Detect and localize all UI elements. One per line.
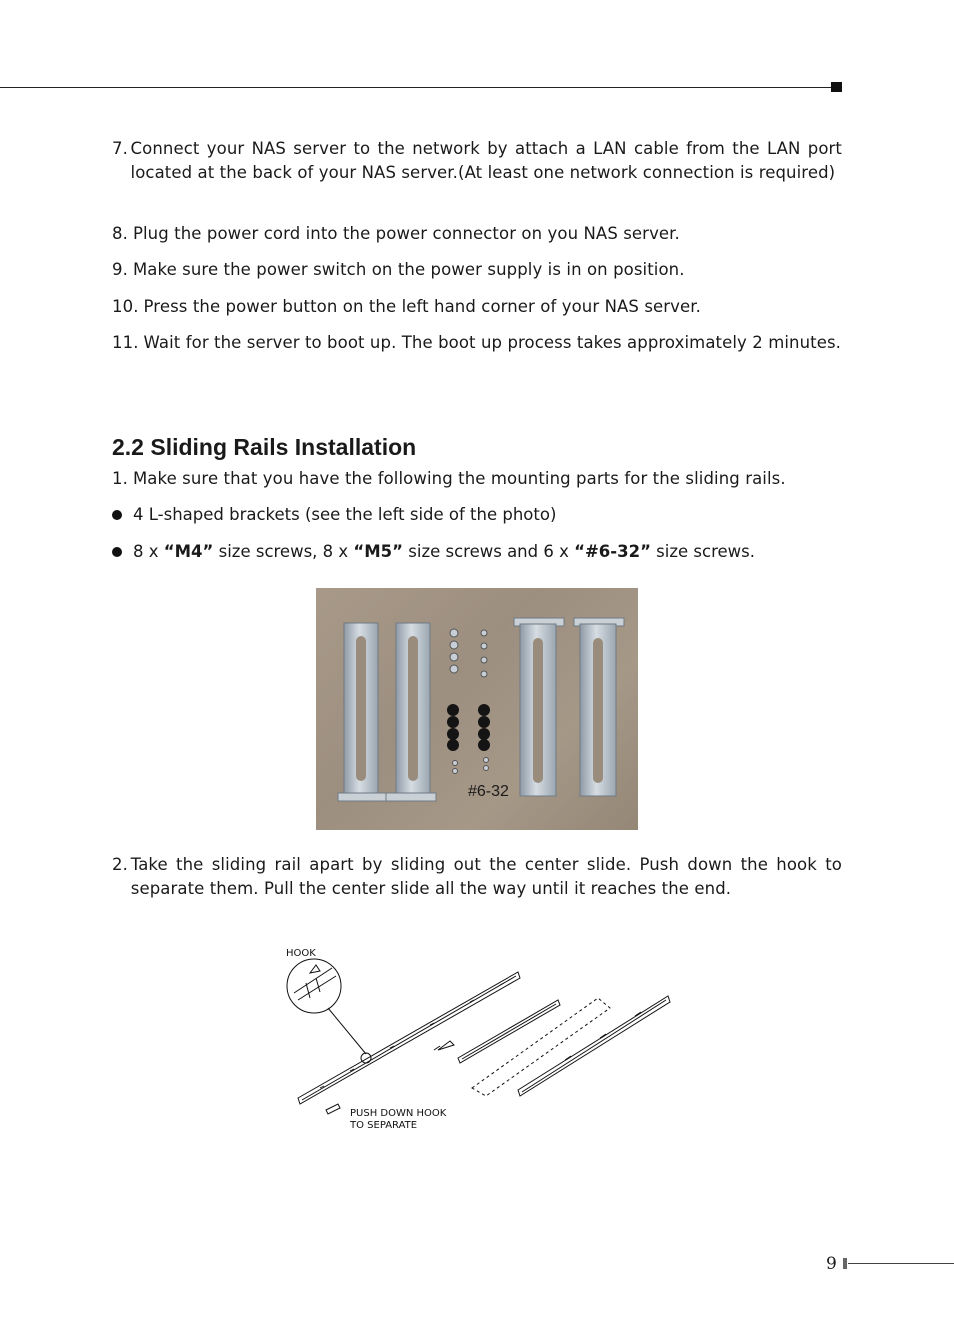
bullet-screws [112, 540, 842, 564]
bracket-right-1 [514, 618, 564, 796]
screw-size-label: #6-32 [468, 783, 509, 800]
step-text: Make sure that you have the following the mounting parts for the sliding rails. [132, 469, 786, 488]
step-text: Plug the power cord into the power connector on you NAS server. [132, 224, 680, 243]
bullet-dot-icon [112, 510, 122, 520]
header-square-marker [831, 82, 842, 92]
step-11 [112, 331, 842, 355]
step-number: 7. [112, 139, 128, 158]
m5-label: “M5” [353, 542, 404, 561]
s632-label: “#6-32” [574, 542, 651, 561]
step-text: Take the sliding rail apart by sliding out the center slide. Push down the hook to separate them. Pull the center slide all the way until it reaches the end. [130, 855, 842, 898]
page-number: 9 [826, 1254, 837, 1274]
step-number: 2. [112, 855, 128, 874]
bullet-brackets [112, 503, 842, 527]
step-number: 8. [112, 224, 128, 243]
step-number: 11. [112, 333, 139, 352]
step-10 [112, 295, 842, 319]
bullet-text: 4 L-shaped brackets (see the left side of the photo) [133, 505, 557, 524]
step-number: 9. [112, 260, 128, 279]
step-number: 10. [112, 297, 139, 316]
step-7 [112, 137, 842, 185]
footer-rule [848, 1263, 954, 1264]
bullet-text: 8 x “M4” size screws, 8 x “M5” size screws and 6 x “#6-32” size screws. [133, 542, 755, 561]
step-2 [112, 853, 842, 901]
bracket-left-2 [386, 623, 436, 801]
step-number: 1. [112, 469, 128, 488]
bracket-right-2 [574, 618, 624, 796]
sliding-rail-diagram [280, 938, 680, 1138]
hook-label: HOOK [286, 948, 316, 959]
mounting-parts-photo [316, 588, 638, 830]
step-text: Make sure the power switch on the power supply is in on position. [132, 260, 685, 279]
step-1 [112, 467, 842, 491]
bracket-left-1 [338, 623, 386, 801]
step-text: Press the power button on the left hand corner of your NAS server. [143, 297, 701, 316]
bullet-dot-icon [112, 547, 122, 557]
push-down-hook-label: PUSH DOWN HOOK [350, 1108, 447, 1119]
m4-label: “M4” [163, 542, 214, 561]
footer-tick [843, 1258, 847, 1269]
header-rule [0, 87, 832, 88]
section-heading: 2.2 Sliding Rails Installation [112, 434, 417, 460]
step-8 [112, 222, 842, 246]
step-9 [112, 258, 842, 282]
to-separate-label: TO SEPARATE [350, 1120, 418, 1131]
step-text: Wait for the server to boot up. The boot up process takes approximately 2 minutes. [143, 333, 842, 352]
step-text: Connect your NAS server to the network by attach a LAN cable from the LAN port located at the back of your NAS server.(At least one network connection is required) [130, 139, 842, 182]
